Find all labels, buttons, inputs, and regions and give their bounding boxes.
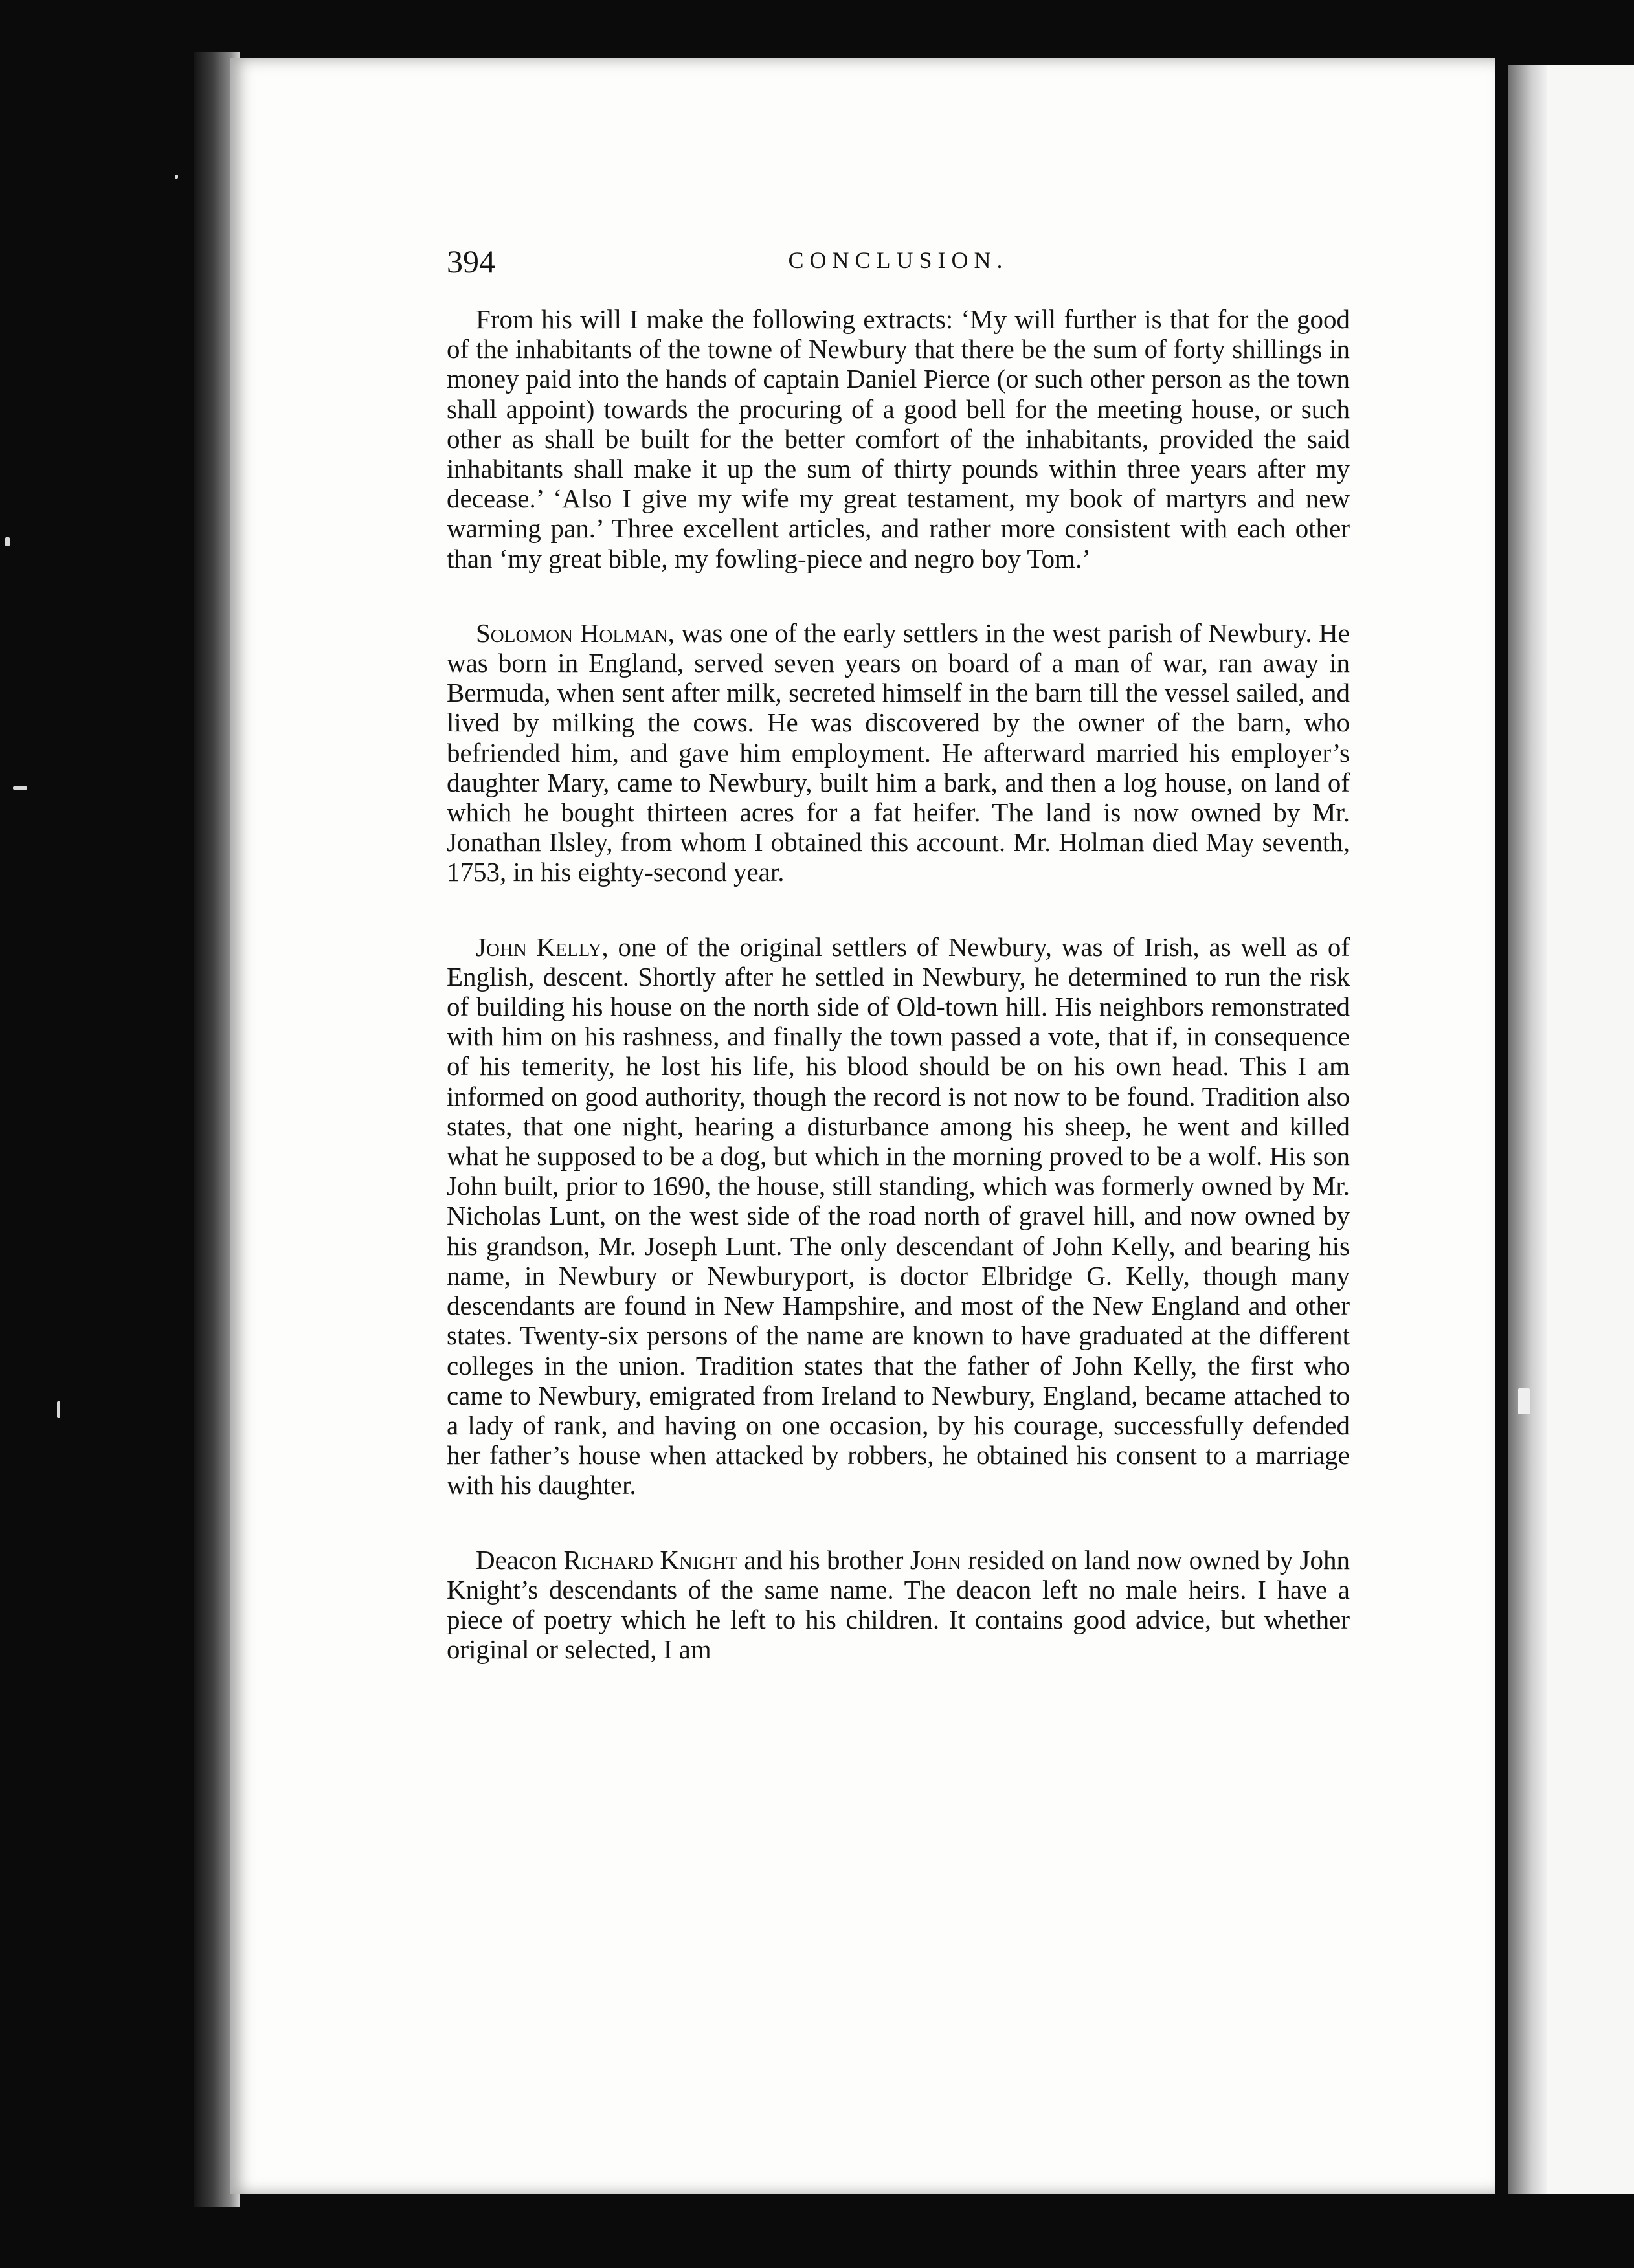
body-text [447, 304, 1350, 1664]
facing-page-edge [1508, 65, 1547, 2194]
person-name: John Kelly [476, 931, 602, 962]
paragraph-connector: and his brother [737, 1544, 910, 1575]
paragraph-text: resided on land now owned by John Knight’s descendants of the same name. The deacon left no male heirs. I have a piece of poetry which he left to his children. It contains good advice, but whether original or selected, I am [447, 1544, 1350, 1665]
paragraph-text: From his will I make the following extracts: ‘My will further is that for the good of the inhabitants of the towne of Newbury that there be the sum of forty shillings in money paid into the hands of captain Daniel Pierce (or such other person as the town shall appoint) towards the procuring of a good bell for the meeting house, or such other as shall be built for the better comfort of the inhabitants, provided the said inhabitants shall make it up the sum of thirty pounds within three years after my decease.’ ‘Also I give my wife my great testament, my book of martyrs and new warming pan.’ Three excellent articles, and rather more consistent with each other than ‘my great bible, my fowling-piece and negro boy Tom.’ [447, 304, 1350, 573]
person-name: Solomon Holman [476, 617, 668, 648]
page-number: 394 [447, 243, 495, 280]
paragraph-john-kelly [447, 932, 1350, 1500]
paragraph-text: , one of the original settlers of Newbury, was of Irish, as well as of English, descent. Shortly after he settled in Newbury, he determined to run the risk of building his house on the north side of Old-town hill. His neighbors remonstrated with him on his rashness, and finally the town passed a vote, that if, in consequence of his temerity, he lost his life, his blood should be on his own head. This I am informed on good authority, though the record is not now to be found. Tradition also states, that one night, hearing a disturbance among his sheep, he went and killed what he supposed to be a dog, but which in the morning proved to be a wolf. His son John built, prior to 1690, the house, still standing, which was formerly owned by Mr. Nicholas Lunt, on the west side of the road north of gravel hill, and now owned by his grandson, Mr. Joseph Lunt. The only descendant of John Kelly, and bearing his name, in Newbury or Newburyport, is doctor Elbridge G. Kelly, though many descendants are found in New Hampshire, and most of the New England and other states. Twenty-six persons of the name are known to have graduated at the different colleges in the union. Tradition states that the father of John Kelly, the first who came to Newbury, emigrated from Ireland to Newbury, England, became attached to a lady of rank, and having on one occasion, by his courage, successfully defended her father’s house when attacked by robbers, he obtained his consent to a marriage with his daughter. [447, 931, 1350, 1500]
paragraph-richard-knight [447, 1545, 1350, 1665]
facing-page [1547, 65, 1634, 2194]
paragraph-will-extracts [447, 304, 1350, 573]
scan-speck [1518, 1388, 1530, 1414]
running-head: CONCLUSION. [788, 247, 1009, 273]
scan-speck [13, 786, 27, 790]
page-header [447, 243, 1350, 282]
paragraph-text: , was one of the early settlers in the west parish of Newbury. He was born in England, served seven years on board of a man of war, ran away in Bermuda, when sent after milk, secreted himself in the barn till the vessel sailed, and lived by milking the cows. He was discovered by the owner of the barn, who befriended him, and gave him employment. He afterward married his employer’s daughter Mary, came to Newbury, built him a bark, and then a log house, on land of which he bought thirteen acres for a fat heifer. The land is now owned by Mr. Jonathan Ilsley, from whom I obtained this account. Mr. Holman died May seventh, 1753, in his eighty-second year. [447, 617, 1350, 887]
paragraph-lead: Deacon [476, 1544, 564, 1575]
person-name: Richard Knight [563, 1544, 738, 1575]
paragraph-solomon-holman [447, 618, 1350, 887]
scan-speck [57, 1401, 60, 1418]
scan-speck [5, 537, 10, 546]
scan-speck [175, 175, 178, 179]
person-name: John [910, 1544, 961, 1575]
